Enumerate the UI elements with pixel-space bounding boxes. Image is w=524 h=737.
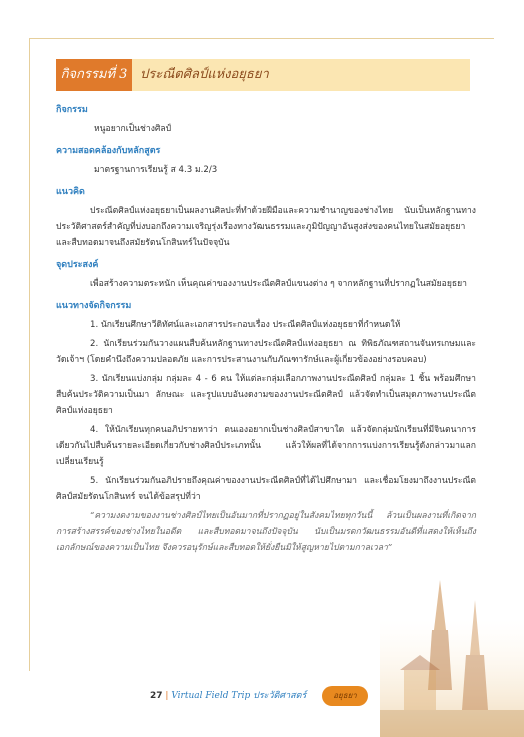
worksheet-content — [56, 102, 476, 556]
activity-title: ประณีตศิลป์แห่งอยุธยา — [140, 67, 269, 82]
standards-text: มาตรฐานการเรียนรู้ ส 4.3 ม.2/3 — [94, 165, 218, 175]
guideline-step: 1. นักเรียนศึกษาวีดิทัศน์และเอกสารประกอบเรื่อง ประณีตศิลป์แห่งอยุธยาที่กำหนดให้ — [90, 320, 401, 330]
guideline-step: 3. นักเรียนแบ่งกลุ่ม กลุ่มละ 4 - 6 คน ให้แต่ละกลุ่มเลือกภาพงานประณีตศิลป์ กลุ่มละ 1 ชิ้น พร้อมศึกษาสืบค้นประวัติความเป็นมา ลักษณะ และรูปแบบอันงดงามของงานประณีตศิลป์ แล้วจัดทำเป็นสมุดภาพงานประณีตศิลป์แห่งอยุธยา — [56, 374, 476, 416]
section-heading-activity: กิจกรรม — [56, 105, 88, 115]
guideline-step: 2. นักเรียนร่วมกันวางแผนสืบค้นหลักฐานทางประณีตศิลป์แห่งอยุธยา ณ ทิพิธภัณฑสถานจันทรเกษมและวัดเจ้าฯ (โดยคำนึงถึงความปลอดภัย และการประสานงานกับภัณฑารักษ์และผู้เกี่ยวข้องอย่างรอบคอบ) — [56, 339, 476, 365]
era-badge: อยุธยา — [322, 686, 368, 706]
activity-text: หนูอยากเป็นช่างศิลป์ — [94, 124, 172, 134]
page-number: 27 — [150, 691, 163, 701]
conclusion-quote: “ความงดงามของงานช่างศิลป์ไทยเป็นอันมากที่ปรากฏอยู่ในสังคมไทยทุกวันนี้ ล้วนเป็นผลงานที่เกิดจากการสร้างสรรค์ของช่างไทยในอดีต และสืบทอดมาจนถึงปัจจุบัน นับเป็นมรดกวัฒนธรรมอันดีที่แสดงให้เห็นถึงเอกลักษณ์ของความเป็นไทย จึงควรอนุรักษ์และสืบทอดให้ยั่งยืนมิให้สูญหายไปตามกาลเวลา” — [56, 511, 476, 553]
objective-text: เพื่อสร้างความตระหนัก เห็นคุณค่าของงานประณีตศิลป์แขนงต่าง ๆ จากหลักฐานที่ปรากฏในสมัยอยุธยา — [90, 279, 467, 289]
activity-number-tag: กิจกรรมที่ 3 — [56, 59, 132, 91]
activity-title-bar — [56, 59, 470, 91]
section-heading-standards: ความสอดคล้องกับหลักสูตร — [56, 146, 161, 156]
series-title: Virtual Field Trip ประวัติศาสตร์ — [171, 691, 307, 701]
guideline-step: 4. ให้นักเรียนทุกคนอภิปรายหาว่า ตนเองอยากเป็นช่างศิลป์สาขาใด แล้วจัดกลุ่มนักเรียนที่มีจินตนาการเดียวกันไปสืบค้นรายละเอียดเกี่ยวกับช่างศิลป์ประเภทนั้น แล้วให้ผลที่ได้จากการแบ่งการเรียนรู้ดังกล่าวมาแลกเปลี่ยนเรียนรู้ — [56, 425, 476, 467]
section-heading-objective: จุดประสงค์ — [56, 260, 99, 270]
section-heading-guidelines: แนวทางจัดกิจกรรม — [56, 301, 132, 311]
guideline-step: 5. นักเรียนร่วมกันอภิปรายถึงคุณค่าของงานประณีตศิลป์ที่ได้ไปศึกษามา และเชื่อมโยงมาถึงงานประณีตศิลป์สมัยรัตนโกสินทร์ จนได้ข้อสรุปที่ว่า — [56, 476, 476, 502]
temple-illustration — [380, 560, 524, 737]
footer-separator: | — [165, 691, 169, 701]
concept-text: ประณีตศิลป์แห่งอยุธยาเป็นผลงานศิลปะที่ทำด้วยฝีมือและความชำนาญของช่างไทย นับเป็นหลักฐานทางประวัติศาสตร์สำคัญที่บ่งบอกถึงความเจริญรุ่งเรืองทางวัฒนธรรมและภูมิปัญญาอันสูงส่งของคนไทยในสมัยอยุธยา และสืบทอดมาจนถึงสมัยรัตนโกสินทร์ในปัจจุบัน — [56, 206, 476, 248]
section-heading-concept: แนวคิด — [56, 187, 85, 197]
